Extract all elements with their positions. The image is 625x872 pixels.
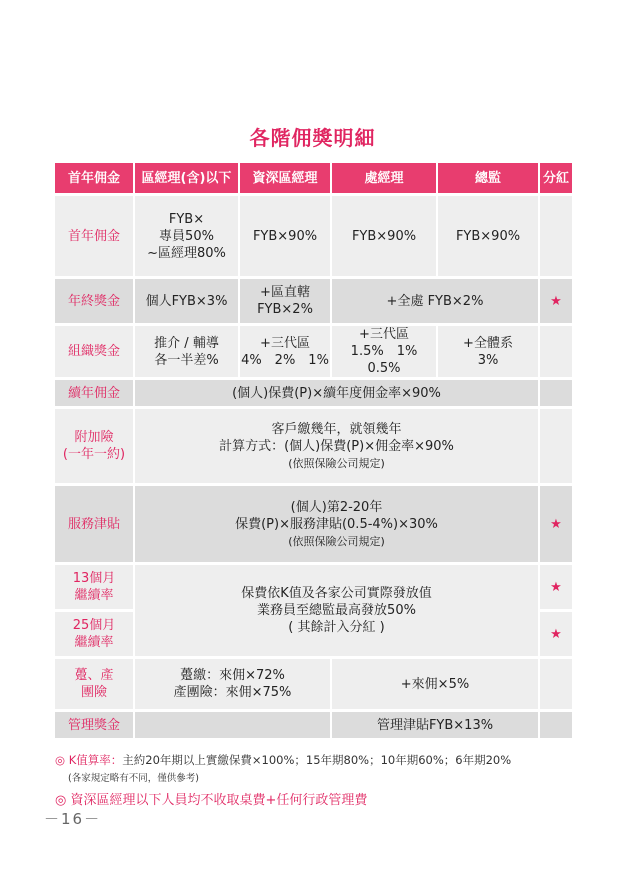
cell-org-senior (240, 326, 330, 377)
page-title: 各階佣獎明細 (249, 126, 376, 150)
cell-org-office (332, 326, 436, 377)
cell-first-year-dividend (540, 196, 572, 276)
header-office-manager: 處經理 (332, 163, 436, 193)
cell-line: +三代區 (359, 327, 409, 342)
cell-line: 4% 2% 1% (241, 352, 329, 368)
cell-line: 躉、產 (74, 668, 114, 683)
cell-line: (依照保險公司規定) (288, 534, 385, 548)
cell-line: 繼續率 (74, 588, 114, 603)
cell-line: 躉繳：來佣×72% (180, 668, 285, 683)
cell-line: 附加險 (74, 430, 114, 445)
table-row (55, 409, 572, 483)
star-icon: ★ (540, 486, 572, 562)
cell-year-end-senior (240, 279, 330, 323)
cell-line: +全體系 (463, 335, 513, 351)
row-label-service: 服務津貼 (55, 486, 133, 562)
header-dividend: 分紅 (540, 163, 572, 193)
table-row (55, 486, 572, 562)
table-header-row (55, 163, 572, 193)
row-label-first-year: 首年佣金 (55, 196, 133, 276)
cell-service (135, 486, 538, 562)
cell-line: 各一半差% (154, 352, 219, 368)
k-value-note (55, 752, 595, 768)
header-director: 總監 (438, 163, 538, 193)
cell-line: 團險 (80, 685, 107, 700)
cell-line: 計算方式：(個人)保費(P)×佣金率×90% (219, 438, 454, 454)
header-senior-district-manager: 資深區經理 (240, 163, 330, 193)
table-row (55, 326, 572, 377)
cell-renewal: (個人)保費(P)×續年度佣金率×90% (135, 380, 538, 406)
bullet-icon: ◎ (55, 793, 67, 808)
cell-line: 13個月 (72, 571, 116, 586)
table-row (55, 712, 572, 738)
k-value-text: 主約20年期以上實繳保費×100%；15年期80%；10年期60%；6年期20% (122, 753, 512, 767)
row-label-renewal: 續年佣金 (55, 380, 133, 406)
cell-line: FYB× (168, 211, 205, 227)
cell-rider (135, 409, 538, 483)
k-value-subnote: (各家規定略有不同，僅供參考) (68, 773, 199, 784)
cell-org-director (438, 326, 538, 377)
cell-first-year-district (135, 196, 238, 276)
row-label-group (55, 659, 133, 709)
table-row (55, 565, 572, 609)
star-icon: ★ (540, 279, 572, 323)
cell-year-end-district: 個人FYB×3% (135, 279, 238, 323)
cell-line: (一年一約) (62, 447, 126, 462)
cell-first-year-director: FYB×90% (438, 196, 538, 276)
cell-year-end-office-director: +全處 FYB×2% (332, 279, 538, 323)
row-label-management: 管理獎金 (55, 712, 133, 738)
star-icon: ★ (540, 565, 572, 609)
table-row (55, 380, 572, 406)
cell-mgmt-district-senior (135, 712, 330, 738)
table-row (55, 659, 572, 709)
cell-group-office-director: +來佣×5% (332, 659, 538, 709)
cell-line: 1.5% 1% 0.5% (350, 344, 431, 376)
page-number: －16－ (44, 810, 102, 828)
row-label-25-month (55, 612, 133, 656)
cell-line: 專員50% (159, 228, 214, 244)
cell-group-dividend (540, 659, 572, 709)
cell-line: 繼續率 (74, 635, 114, 650)
fee-note-text: 資深區經理以下人員均不收取桌費+任何行政管理費 (70, 793, 368, 808)
cell-mgmt-office-director: 管理津貼FYB×13% (332, 712, 538, 738)
commission-table (53, 160, 574, 741)
header-first-year: 首年佣金 (55, 163, 133, 193)
cell-org-dividend (540, 326, 572, 377)
star-icon: ★ (540, 612, 572, 656)
bullet-icon: ◎ (55, 753, 66, 767)
cell-group-district-senior (135, 659, 330, 709)
row-label-year-end: 年終獎金 (55, 279, 133, 323)
cell-line: +三代區 (260, 335, 310, 351)
header-district-manager: 區經理(含)以下 (135, 163, 238, 193)
table-row (55, 196, 572, 276)
cell-line: ~區經理80% (147, 245, 226, 261)
cell-line: 3% (477, 352, 499, 368)
k-value-label: K值算率： (68, 753, 123, 767)
cell-first-year-senior: FYB×90% (240, 196, 330, 276)
cell-line: 業務員至總監最高發放50% (257, 603, 416, 618)
row-label-13-month (55, 565, 133, 609)
cell-first-year-office: FYB×90% (332, 196, 436, 276)
cell-renewal-dividend (540, 380, 572, 406)
cell-line: +區直轄 (260, 285, 310, 300)
row-label-rider (55, 409, 133, 483)
cell-line: 產團險：來佣×75% (173, 685, 292, 700)
cell-line: FYB×2% (257, 302, 313, 317)
fee-note (55, 789, 367, 808)
row-label-organization: 組織獎金 (55, 326, 133, 377)
cell-mgmt-dividend (540, 712, 572, 738)
table-row (55, 279, 572, 323)
cell-line: 推介 / 輔導 (154, 335, 219, 351)
cell-line: 保費依K值及各家公司實際發放值 (241, 586, 432, 601)
cell-org-district (135, 326, 238, 377)
cell-line: 客戶繳幾年，就領幾年 (271, 421, 402, 437)
cell-rider-dividend (540, 409, 572, 483)
cell-line: ( 其餘計入分紅 ) (288, 620, 385, 635)
cell-line: 25個月 (72, 618, 116, 633)
cell-line: 保費(P)×服務津貼(0.5-4%)×30% (235, 516, 438, 532)
cell-line: (個人)第2-20年 (290, 499, 383, 515)
cell-line: (依照保險公司規定) (288, 456, 385, 470)
cell-persistency (135, 565, 538, 656)
